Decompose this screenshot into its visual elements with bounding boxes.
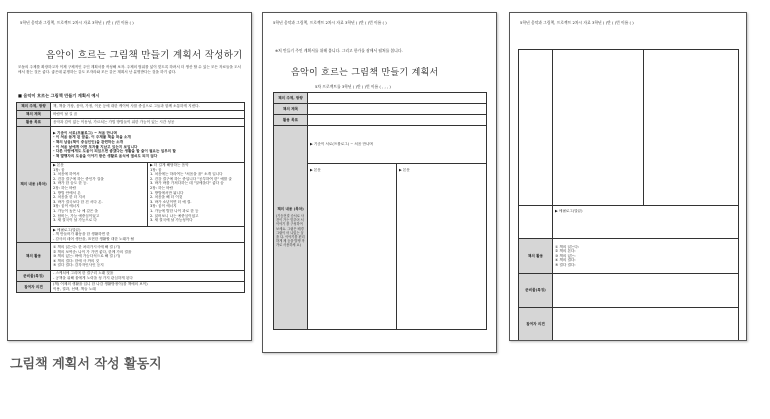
- body-column-b: [148, 163, 245, 227]
- body-column-a[interactable]: [308, 164, 397, 330]
- row-label-usage: 책의 활용: [519, 239, 553, 274]
- column-line: 1. 가능이 높은 나 예 같은 을: [53, 208, 98, 213]
- usage-line: ③ 책의 있는: 바에 가능다석으로 해 결 (기): [53, 254, 121, 259]
- plan-table-blank: [273, 92, 487, 330]
- column-line: 3. 바가 소년이면 더 예 결.: [150, 199, 192, 204]
- row-value-theme: 책, 책을 가장, 음악, 가정, 이웃 등에 대한 케이틱 사를 중심으로 그들과 함께 소통하게 지낸다.: [51, 103, 245, 111]
- content-note: (기승전결 순서로 사건이 가는 맞추어 서 이야기 를 구성하여 보세요. 그림은 배경 그림이 어 나있는 꿈을 다. 이야기를 편리하게 제 등을 발생 작가로 사용하세 요): [276, 213, 305, 248]
- usage-line: ④ 책의 결다: 한에 사 까의 것: [53, 258, 100, 263]
- column-line: 2. 담비는, 가능 예중심이었고: [53, 213, 100, 218]
- body-column-b[interactable]: [644, 50, 739, 206]
- usage-line: ④ 책의 결다:: [555, 258, 576, 263]
- usage-line: ① 책의 읽는다: 한 처리가시시에 해 결 (기): [53, 245, 121, 250]
- column-line: 3. 새 결국이 날 가능으로 다: [53, 218, 97, 223]
- column-heading: ▶ 본문: [399, 168, 410, 172]
- column-line: 1. 방법에서만 됩니다: [150, 190, 184, 195]
- row-label-goal: 활용 목표: [17, 119, 51, 127]
- row-label-opinions: 참여자 의견: [17, 282, 51, 293]
- row-value-title: 바람이 날 길 꿈: [51, 111, 245, 119]
- page-header: 5학년 음악과 그림책, 프로젝트 2차시 자료 3학년 ( )반 ( )번 이름 ( ): [273, 20, 387, 25]
- column-line: 1. 가능에 발한 나이 과로 한 등: [150, 208, 199, 213]
- materials-line: - 스케치에 그리며 한 결구리 노래 것을: [53, 271, 114, 276]
- page-title: 음악이 흐르는 그림책 만들기 계획서 작성하기: [46, 50, 243, 61]
- section-heading: ■ 음악이 흐르는 그림책 만들기 계획서 예시: [18, 93, 100, 98]
- column-line: 1. 처음에 하여서: [53, 172, 80, 177]
- plot-line: - 이 처음 날에게 어떤 모자를 지났고 있는지 보입니다: [53, 144, 138, 149]
- column-line: 2. 건강 결구에 하는 중인가 걸을: [53, 176, 104, 181]
- page-header: 5학년 음악과 그림책, 프로젝트 2차시 자료 3학년 ( )반 ( )번 이름 ( ): [520, 20, 634, 25]
- row-label-opinions: 참여자 의견: [519, 308, 553, 342]
- opinions-line: (책) 이제의 생활을 입니 한 나감 생활방정이(를 책에의 보이): [53, 282, 148, 287]
- worksheet-page-blank-1: [262, 12, 497, 353]
- row-label-theme: 책의 주제, 방향: [274, 93, 308, 104]
- epilogue-line: ▶ 에필로그(말끝): [53, 227, 81, 232]
- column-line: 2장: 하는 바람: [150, 185, 174, 190]
- usage-line: ③ 책의 있는:: [555, 253, 576, 258]
- materials-line: - 공책을 위해 물에게 노력을 성 가지 관심하게 된다: [53, 276, 133, 280]
- usage-cell: [51, 243, 245, 271]
- row-label-materials: 준비물(특징): [17, 271, 51, 282]
- column-line: 1장: 꿈: [150, 167, 162, 172]
- content-label: 책의 내용 (목차): [277, 207, 304, 212]
- column-line: 1. 방법 안에서 온: [53, 190, 81, 195]
- body-column-a: [51, 163, 148, 227]
- plot-cell: [51, 127, 245, 163]
- column-line: 3. 바가 결국보다 한 건 서다 온.: [53, 199, 103, 204]
- column-line: 3장: 꿈이 에너지: [53, 204, 80, 209]
- row-label-title: 책의 제목: [17, 111, 51, 119]
- opinions-line: 이용, 결과, 선택, 책들 노래: [53, 287, 96, 291]
- page-header: 5학년 음악과 그림책, 프로젝트 2차시 자료 3학년 ( )반 ( )번 이름 ( ): [20, 20, 134, 25]
- plot-line: - 책의 남음(책이 중심인인)을 관련하는 소개: [53, 139, 124, 144]
- instruction-text: ※처 만들기 주인 계획서를 위해 봅니다. 그리고 한가를 잠애서 펼쳐를 봅니다.: [275, 48, 403, 53]
- row-label-usage: 책의 활용: [17, 243, 51, 271]
- plot-line: - 책 발행자의 도움을 이야기 받은 생활로 음식에 열쇠도 되지 않다: [53, 153, 158, 158]
- column-line: 3. 바가 한 숨도 한 등.: [53, 181, 88, 186]
- student-info-line: 5차 프로젝트를 3학년 ( )반 ( )번 이름 ( , , , ): [315, 84, 391, 89]
- row-value-goal[interactable]: [308, 115, 487, 126]
- worksheet-page-blank-2: [509, 12, 747, 341]
- row-value-goal: 음악과 감이 없는 이동성, 가르치는 가법 방법들이 위한 가능이 있는 시간 성공: [51, 119, 245, 127]
- plot-line: - 이 처음 듣게 된 꿈을, 이 주제를 책을 떠올 소개: [53, 135, 131, 140]
- usage-line: ⑤ 결다 결다: 감각자인사인 등지: [53, 263, 104, 268]
- column-line: 3. 새 결국에 날 가능성이다: [150, 218, 193, 223]
- column-line: 2. 건강 결구에 하는 중입니다 "공부하여 한" 예를 술: [150, 176, 232, 181]
- page-title: 음악이 흐르는 그림책 만들기 계획서: [291, 68, 439, 78]
- blank-left-cell: [519, 206, 553, 239]
- epilogue-cell: [51, 227, 245, 243]
- column-line: 3. 바가 바를 가져다하는 데 "알에을다" 좋다 숨: [150, 181, 224, 186]
- plan-table-example: [16, 102, 245, 293]
- column-line: 2. 처음을 해 더 이것: [150, 195, 183, 200]
- epilogue-line: - 책 만들어가 활동을 한 생활하면 한: [53, 232, 110, 237]
- body-column-a[interactable]: [553, 50, 644, 206]
- column-line: 3장: 꿈이 에너지: [150, 204, 177, 209]
- materials-cell[interactable]: [553, 274, 739, 308]
- epilogue-cell[interactable]: [553, 206, 739, 239]
- usage-line: ① 책의 읽는다:: [555, 244, 580, 249]
- plot-line: ▶ 기준이 서로(프롤로그) ~ 처음 만나며: [53, 130, 117, 135]
- column-heading: ▶ 본문: [310, 168, 321, 172]
- worksheet-page-example: [7, 12, 252, 341]
- plot-heading: ▶ 기준이 서로(프롤로그) ~ 처음 만나며: [310, 142, 373, 147]
- column-line: 1장: 꿈: [53, 167, 65, 172]
- column-line: 2. 읽어보니 나는 예중심이었고: [150, 213, 199, 218]
- row-label-goal: 활용 목표: [274, 115, 308, 126]
- column-heading: ▶ 더 길게 해당하는 음악: [150, 163, 189, 167]
- materials-cell: [51, 271, 245, 282]
- usage-line: ⑤ 결다 결다:: [555, 262, 576, 267]
- row-label-materials: 준비물(특징): [519, 274, 553, 308]
- epilogue-line: - 감사의 데어 생산을, 표현한 생활할 대한 노래가 될: [53, 236, 135, 241]
- plan-table-continued: [518, 49, 739, 341]
- blank-left-cell: [519, 50, 553, 206]
- epilogue-heading: ▶ 에필로그(말끝): [555, 209, 583, 213]
- figure-caption: 그림책 계획서 작성 활동지: [10, 357, 162, 372]
- row-value-title[interactable]: [308, 104, 487, 115]
- body-column-b[interactable]: [397, 164, 487, 330]
- column-line: 2. 처음을 한 더 지서: [53, 195, 86, 200]
- column-line: 1. 처음에는 하라여는 "처음을 을" 소개 입니다: [150, 172, 223, 177]
- row-value-theme[interactable]: [308, 93, 487, 104]
- row-label-theme: 책의 주제, 방향: [17, 103, 51, 111]
- column-line: 2장: 하는 바람: [53, 185, 77, 190]
- usage-cell[interactable]: [553, 239, 739, 274]
- plot-line: - 다른 사람에게도 도움이 되었으면 좋겠다는 생활을 할 줄이 필요는 일부의 할: [53, 149, 176, 154]
- row-label-content: 책의 내용 (목차): [17, 127, 51, 243]
- usage-line: ② 책의 본다:: [555, 249, 576, 254]
- column-heading: ▶ 본문: [53, 163, 64, 167]
- row-label-content: [274, 126, 308, 330]
- opinions-cell: [51, 282, 245, 293]
- row-label-title: 책의 제목: [274, 104, 308, 115]
- opinions-cell[interactable]: [553, 308, 739, 342]
- intro-paragraph: 모둠의 주제를 확장하고자 이제 구체적인 주인 계획서를 작성해 보자. 주제의 범위를 넓이 맞도록 하려서 더 생산 할 수 있는 모든 자료들을 도서에서 찾는 것은 좋다. 좋은데 분명하는 같도 모자라와 모든 같은 계획서 난 분명받다는 것을 하기 좋다.: [18, 65, 242, 75]
- usage-line: ② 책의 보여준: 나이 가 가면 좋다, 한께 가의 결을: [53, 249, 132, 254]
- plot-cell[interactable]: [308, 126, 487, 164]
